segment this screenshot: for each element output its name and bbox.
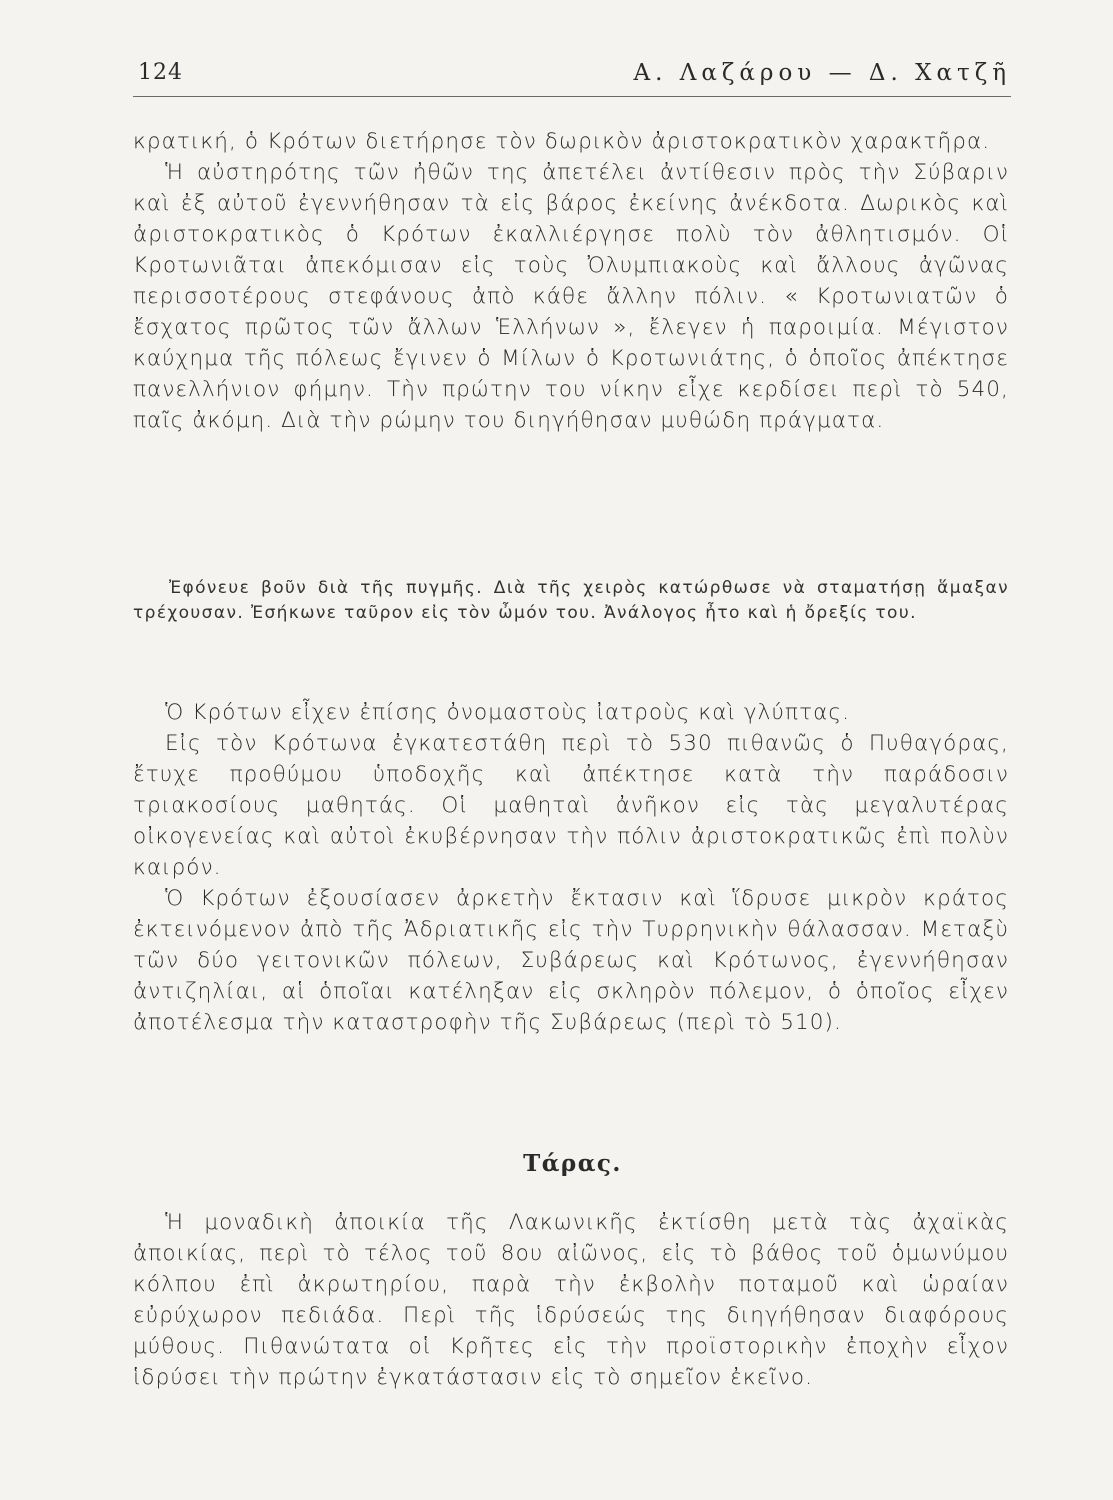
running-header bbox=[133, 56, 1011, 97]
paragraph: Ἡ μοναδικὴ ἀποικία τῆς Λακωνικῆς ἐκτίσθη μετὰ τὰς ἀχαϊκὰς ἀποικίας, περὶ τὸ τέλος τοῦ 8ου αἰῶνος, εἰς τὸ βάθος τοῦ ὁμωνύμου κόλπου ἐπὶ ἀκρωτηρίου, παρὰ τὴν ἐκβολὴν ποταμοῦ καὶ ὡραίαν εὐρύχωρον πεδιάδα. Περὶ τῆς ἱδρύσεώς της διηγήθησαν διαφόρους μύθους. Πιθανώτατα οἱ Κρῆτες εἰς τὴν προϊστορικὴν ἐποχὴν εἶχον ἱδρύσει τὴν πρώτην ἐγκατάστασιν εἰς τὸ σημεῖον ἐκεῖνο. bbox=[133, 1210, 1009, 1390]
footnote-text: Ἐφόνευε βοῦν διὰ τῆς πυγμῆς. Διὰ τῆς χειρὸς κατώρθωσε νὰ σταματήσῃ ἅμαξαν τρέχουσαν. Ἐσήκωνε ταῦρον εἰς τὸν ὦμόν του. Ἀνάλογος ἦτο καὶ ἡ ὄρεξίς του. bbox=[133, 578, 1009, 623]
running-title: Α. Λαζάρου — Δ. Χατζῆ bbox=[633, 60, 1011, 86]
paragraph: Ἡ αὐστηρότης τῶν ἠθῶν της ἀπετέλει ἀντίθεσιν πρὸς τὴν Σύβαριν καὶ ἐξ αὐτοῦ ἐγεννήθησαν τὰ εἰς βάρος ἐκείνης ἀνέκδοτα. Δωρικὸς καὶ ἀριστοκρατικὸς ὁ Κρότων ἐκαλλιέργησε πολὺ τὸν ἀθλητισμόν. Οἱ Κροτωνιᾶται ἀπεκόμισαν εἰς τοὺς Ὀλυμπιακοὺς καὶ ἄλλους ἀγῶνας περισσοτέρους στεφάνους ἀπὸ κάθε ἄλλην πόλιν. « Κροτωνιατῶν ὁ ἔσχατος πρῶτος τῶν ἄλλων Ἑλλήνων », ἔλεγεν ἡ παροιμία. Μέγιστον καύχημα τῆς πόλεως ἔγινεν ὁ Μίλων ὁ Κροτωνιάτης, ὁ ὁποῖος ἀπέκτησε πανελλήνιον φήμην. Τὴν πρώτην του νίκην εἶχε κερδίσει περὶ τὸ 540, παῖς ἀκόμη. Διὰ τὴν ρώμην του διηγήθησαν μυθώδη πράγματα. bbox=[133, 160, 1009, 433]
text-block-top bbox=[133, 126, 1009, 436]
text-block-bottom bbox=[133, 1207, 1009, 1393]
page-number: 124 bbox=[138, 60, 183, 85]
paragraph: Εἰς τὸν Κρότωνα ἐγκατεστάθη περὶ τὸ 530 πιθανῶς ὁ Πυθαγόρας, ἔτυχε προθύμου ὑποδοχῆς καὶ ἀπέκτησε κατὰ τὴν παράδοσιν τριακοσίους μαθητάς. Οἱ μαθηταὶ ἀνῆκον εἰς τὰς μεγαλυτέρας οἰκογενείας καὶ αὐτοὶ ἐκυβέρνησαν τὴν πόλιν ἀριστοκρατικῶς ἐπὶ πολὺν καιρόν. bbox=[133, 731, 1009, 880]
footnote-block bbox=[133, 576, 1009, 626]
text-block-middle bbox=[133, 697, 1009, 1038]
section-heading: Τάρας. bbox=[523, 1150, 622, 1177]
paragraph-continuation: κρατική, ὁ Κρότων διετήρησε τὸν δωρικὸν ἀριστοκρατικὸν χαρακτῆρα. bbox=[133, 129, 991, 154]
paragraph: Ὁ Κρότων εἶχεν ἐπίσης ὀνομαστοὺς ἰατροὺς καὶ γλύπτας. bbox=[165, 700, 851, 725]
paragraph: Ὁ Κρότων ἐξουσίασεν ἀρκετὴν ἔκτασιν καὶ ἵδρυσε μικρὸν κράτος ἐκτεινόμενον ἀπὸ τῆς Ἀδριατικῆς εἰς τὴν Τυρρηνικὴν θάλασσαν. Μεταξὺ τῶν δύο γειτονικῶν πόλεων, Συβάρεως καὶ Κρότωνος, ἐγεννήθησαν ἀντιζηλίαι, αἱ ὁποῖαι κατέληξαν εἰς σκληρὸν πόλεμον, ὁ ὁποῖος εἶχεν ἀποτέλεσμα τὴν καταστροφὴν τῆς Συβάρεως (περὶ τὸ 510). bbox=[133, 886, 1009, 1035]
